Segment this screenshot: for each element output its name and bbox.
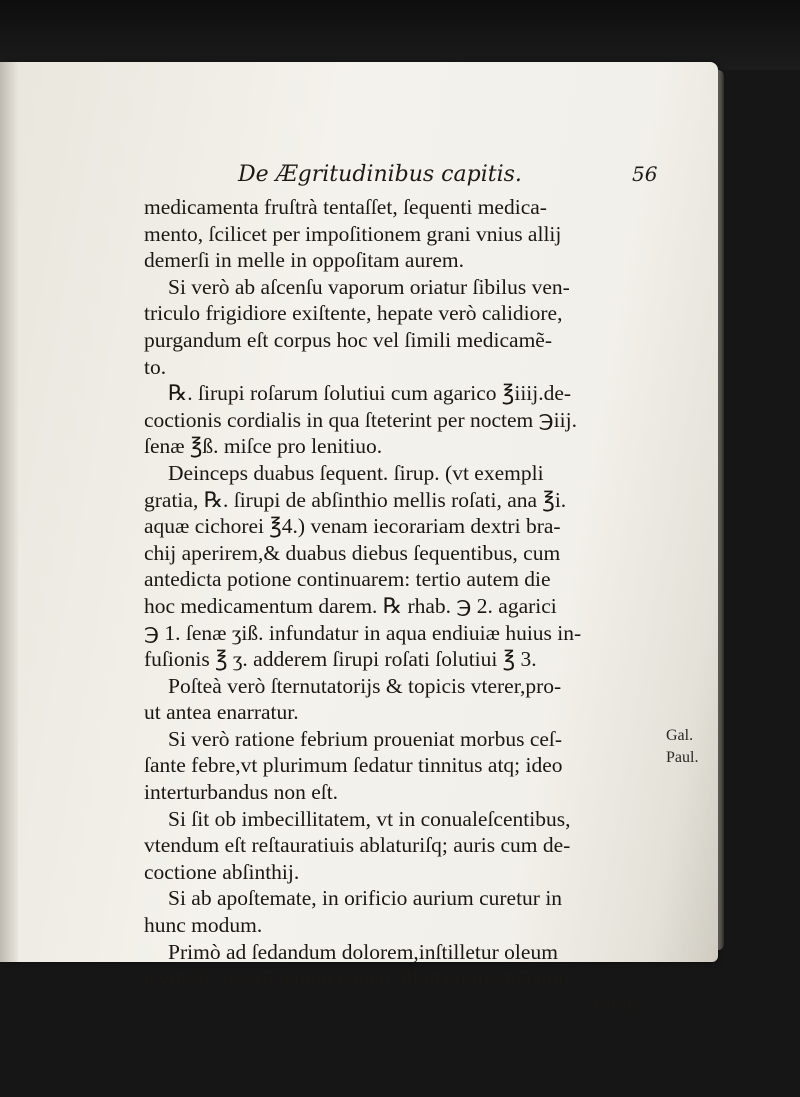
text-line: Deinceps duabus ſequent. ſirup. (vt exempli: [168, 460, 544, 485]
text-line: Si verò ratione febrium proueniat morbus ceſ-: [168, 726, 563, 751]
text-line: coctionis cordialis in qua ſteterint per noctem ℈iij.: [144, 407, 577, 432]
text-line: Poſteà verò ſternutatorijs & topicis vterer,pro-: [168, 673, 562, 698]
text-line: vtendum eſt reſtauratiuis ablaturiſq; auris cum de-: [144, 833, 571, 858]
catchword: ſolum: [593, 992, 644, 1017]
text-line: mento, ſcilicet per impoſitionem grani vnius allij: [144, 221, 562, 246]
text-line: medicamenta fruſtrà tentaſſet, ſequenti medica-: [144, 195, 547, 219]
text-line: triculo frigidiore exiſtente, hepate verò calidiore,: [144, 301, 563, 326]
text-line: Primò ad ſedandum dolorem,inſtilletur oleum: [168, 939, 558, 964]
text-line: ℞. ſirupi roſarum ſolutiui cum agarico ℥iiij.de-: [168, 381, 572, 406]
text-line: coctione abſinthij.: [144, 859, 300, 884]
text-line: hunc modum.: [144, 913, 263, 938]
text-line: Si ſit ob imbecillitatem, vt in conualeſcentibus,: [168, 806, 571, 831]
page-header: [6, 162, 718, 192]
scanner-shadow: [0, 0, 800, 70]
text-line: demerſi in melle in oppoſitam aurem.: [144, 248, 465, 273]
text-line: chij aperirem,& duabus diebus ſequentibus, cum: [144, 540, 561, 565]
margin-note: [666, 725, 698, 769]
book-page: [6, 62, 718, 1017]
running-title: De Ægritudinibus capitis.: [238, 162, 522, 187]
text-line: ℈ 1. ſenæ ʒiß. infundatur in aqua endiuiæ huius in-: [144, 620, 582, 645]
text-line: Si ab apoſtemate, in orificio aurium curetur in: [168, 886, 563, 911]
text-line: fuſionis ℥ ʒ. adderem ſirupi roſati ſolutiui ℥ 3.: [144, 647, 537, 672]
text-line: to.: [144, 354, 167, 379]
text-line: purgandum eſt corpus hoc vel ſimili medicamẽ-: [144, 327, 552, 352]
text-line: è vitellis ouorũ,tepidũ tamen, illud enim oleũ non: [144, 966, 569, 991]
margin-note-line: Paul.: [666, 749, 699, 766]
text-line: ſenæ ℥ß. miſce pro lenitiuo.: [144, 434, 383, 459]
page-binding: [0, 62, 18, 962]
margin-note-line: Gal.: [666, 727, 694, 744]
text-line: ſante febre,vt plurimum ſedatur tinnitus atq; ideo: [144, 753, 563, 778]
text-line: ut antea enarratur.: [144, 700, 299, 725]
text-line: Si verò ab aſcenſu vaporum oriatur ſibilus ven-: [168, 274, 570, 299]
text-line: antedicta potione continuarem: tertio autem die: [144, 567, 551, 592]
text-line: gratia, ℞. ſirupi de abſinthio mellis roſati, ana ℥i.: [144, 487, 567, 512]
body-text: [144, 194, 664, 1018]
text-line: aquæ cichorei ℥4.) venam iecorariam dextri bra-: [144, 514, 561, 539]
page-number: 56: [632, 162, 658, 186]
text-line: interturbandus non eſt.: [144, 780, 339, 805]
text-line: hoc medicamentum darem. ℞ rhab. ℈ 2. agarici: [144, 593, 557, 618]
